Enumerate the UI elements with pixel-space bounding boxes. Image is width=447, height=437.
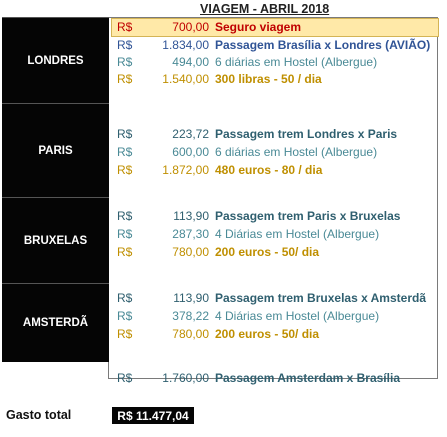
- description-cell: Passagem trem Bruxelas x Amsterdã: [215, 291, 426, 305]
- city-label-londres[interactable]: LONDRES: [2, 17, 109, 103]
- table-row[interactable]: [112, 244, 438, 261]
- table-row[interactable]: [112, 54, 438, 71]
- amount-cell: 600,00: [172, 145, 209, 159]
- table-row[interactable]: [112, 144, 438, 161]
- table-row[interactable]: [112, 162, 438, 179]
- currency-cell: R$: [117, 163, 133, 177]
- total-label: Gasto total: [6, 408, 72, 422]
- description-cell: Passagem trem Londres x Paris: [215, 127, 398, 141]
- amount-cell: 1.834,00: [162, 38, 209, 52]
- description-cell: 300 libras - 50 / dia: [215, 72, 322, 86]
- description-cell: 6 diárias em Hostel (Albergue): [215, 55, 378, 69]
- table-row[interactable]: [112, 370, 438, 387]
- description-cell: 6 diárias em Hostel (Albergue): [215, 145, 378, 159]
- currency-cell: R$: [117, 72, 133, 86]
- currency-cell: R$: [117, 127, 133, 141]
- currency-cell: R$: [117, 145, 133, 159]
- amount-cell: 113,90: [173, 209, 209, 223]
- table-row[interactable]: [112, 226, 438, 243]
- amount-cell: 378,22: [172, 309, 209, 323]
- table-row[interactable]: [112, 37, 438, 54]
- table-row[interactable]: [112, 208, 438, 225]
- amount-cell: 287,30: [172, 227, 209, 241]
- description-cell: 4 Diárias em Hostel (Albergue): [215, 227, 380, 241]
- sheet-title: VIAGEM - ABRIL 2018: [200, 2, 330, 16]
- amount-cell: 700,00: [172, 20, 209, 34]
- description-cell: Passagem Amsterdam x Brasília: [215, 371, 400, 385]
- description-cell: 200 euros - 50/ dia: [215, 327, 320, 341]
- amount-cell: 780,00: [172, 327, 209, 341]
- description-cell: Passagem trem Paris x Bruxelas: [215, 209, 401, 223]
- table-row-seguro[interactable]: [112, 19, 438, 36]
- currency-cell: R$: [117, 209, 133, 223]
- table-row[interactable]: [112, 290, 438, 307]
- amount-cell: 494,00: [172, 55, 209, 69]
- currency-cell: R$: [117, 245, 133, 259]
- amount-cell: 1.872,00: [162, 163, 209, 177]
- description-cell: Seguro viagem: [215, 20, 302, 34]
- city-label-amsterda[interactable]: AMSTERDÃ: [2, 283, 109, 362]
- currency-cell: R$: [117, 309, 133, 323]
- total-value[interactable]: R$ 11.477,04: [112, 407, 194, 424]
- amount-cell: 780,00: [172, 245, 209, 259]
- amount-cell: 1.760,00: [162, 371, 209, 385]
- description-cell: 480 euros - 80 / dia: [215, 163, 323, 177]
- description-cell: 4 Diárias em Hostel (Albergue): [215, 309, 380, 323]
- currency-cell: R$: [117, 327, 133, 341]
- city-label-bruxelas[interactable]: BRUXELAS: [2, 197, 109, 283]
- amount-cell: 223,72: [172, 127, 209, 141]
- currency-cell: R$: [117, 291, 133, 305]
- table-row[interactable]: [112, 326, 438, 343]
- table-row[interactable]: [112, 126, 438, 143]
- description-cell: Passagem Brasília x Londres (AVIÃO): [215, 38, 431, 52]
- currency-cell: R$: [117, 227, 133, 241]
- currency-cell: R$: [117, 371, 133, 385]
- amount-cell: 1.540,00: [162, 72, 209, 86]
- description-cell: 200 euros - 50/ dia: [215, 245, 320, 259]
- currency-cell: R$: [117, 55, 133, 69]
- currency-cell: R$: [117, 20, 133, 34]
- table-row[interactable]: [112, 308, 438, 325]
- city-label-paris[interactable]: PARIS: [2, 103, 109, 197]
- amount-cell: 113,90: [173, 291, 209, 305]
- table-row[interactable]: [112, 71, 438, 88]
- currency-cell: R$: [117, 38, 133, 52]
